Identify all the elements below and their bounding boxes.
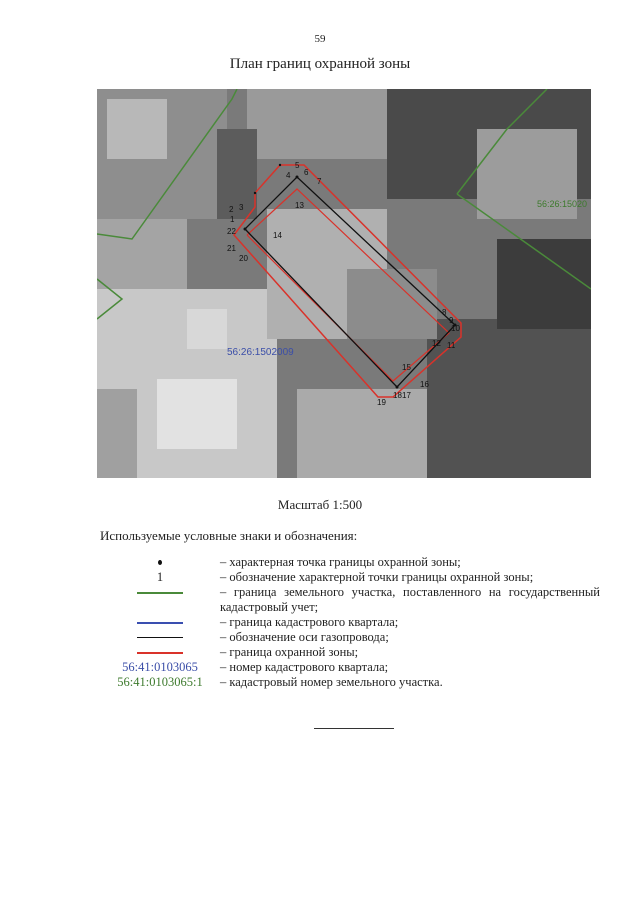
page-title: План границ охранной зоны [229,56,411,72]
legend-item [100,660,600,675]
legend-text: – обозначение оси газопровода; [220,630,389,644]
legend-item [100,675,600,690]
point-label: 5 [295,161,300,170]
point-label: 22 [227,227,236,236]
quarter-number-sample: 56:41:0103065 [122,660,198,674]
point-label: 20 [239,254,248,263]
point-label: 1 [230,215,235,224]
legend-item [100,555,600,570]
point-label: 6 [304,168,309,177]
red-line-icon [137,652,183,654]
point-label: 14 [273,231,282,240]
legend-text: – граница охранной зоны; [220,645,359,659]
point-label: 7 [317,177,322,186]
legend-title: Используемые условные знаки и обозначения: [100,528,358,543]
legend-item [100,645,600,660]
point-label: 16 [420,380,429,389]
point-label: 13 [295,201,304,210]
parcel-number-label: 56:26:15020 [537,199,588,209]
point-label: 9 [449,316,454,325]
point-label: 10 [451,324,460,333]
point-label: 19 [377,398,386,407]
point-label: 18 [393,391,402,400]
parcel-number-sample: 56:41:0103065:1 [117,675,203,689]
legend-item [100,585,600,615]
green-line-icon [137,592,183,594]
point-label: 15 [402,363,411,372]
point-label: 8 [442,308,447,317]
blue-line-icon [137,622,183,624]
black-line-icon [137,637,183,638]
point-label: 21 [227,244,236,253]
aerial-map [97,89,591,478]
legend-text: – характерная точка границы охранной зоны; [220,555,461,569]
legend-item [100,630,600,645]
quarter-number-label: 56:26:1502009 [227,347,294,358]
map-scale: Масштаб 1:500 [277,497,363,512]
legend-item [100,570,600,585]
legend-text: – граница земельного участка, поставленного на государственный кадастровый учет; [220,585,600,614]
point-label: 4 [286,171,291,180]
point-label: 11 [447,341,456,350]
page-number: 59 [314,33,326,45]
point-label: 17 [402,391,411,400]
legend-text: – обозначение характерной точки границы охранной зоны; [220,570,534,584]
point-label: 2 [229,205,234,214]
point-label: 3 [239,203,244,212]
point-marker-icon [158,560,162,565]
footer-divider [314,728,394,729]
point-number-sample: 1 [156,570,164,584]
legend-item [100,615,600,630]
legend-text: – номер кадастрового квартала; [220,660,389,674]
point-label: 12 [432,339,441,348]
legend-text: – кадастровый номер земельного участка. [220,675,443,689]
legend [100,555,600,690]
legend-text: – граница кадастрового квартала; [220,615,399,629]
